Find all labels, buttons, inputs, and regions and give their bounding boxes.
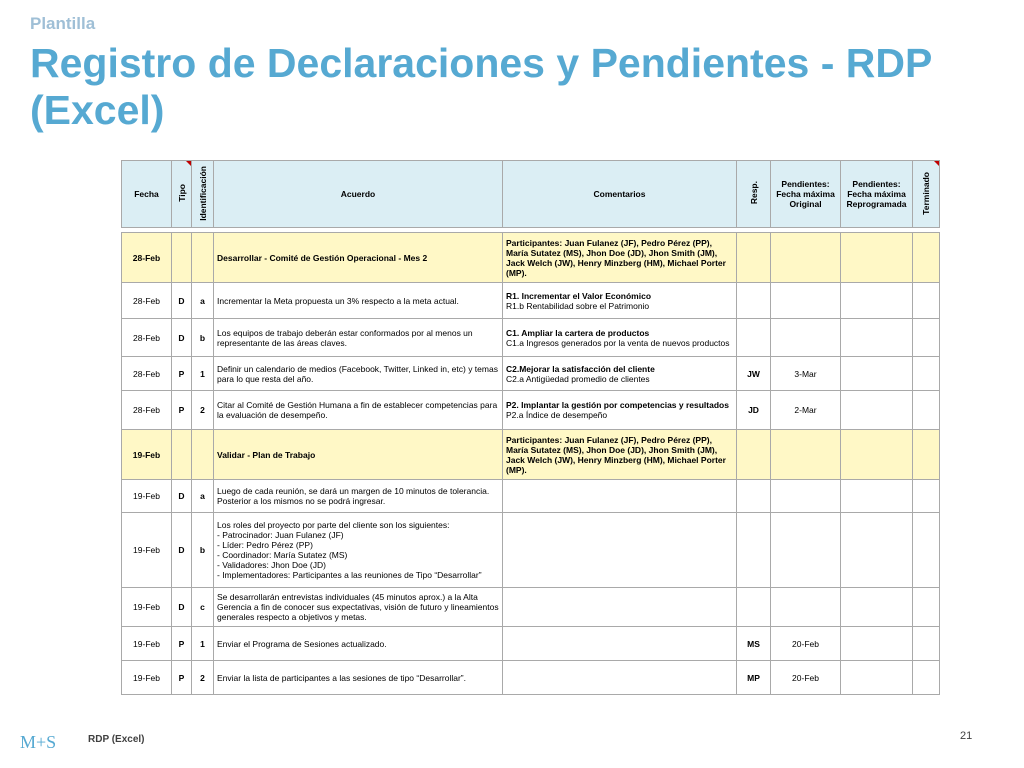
column-header-identificacion-label: Identificación: [197, 165, 208, 221]
comment-detail: C2.a Antigüedad promedio de clientes: [506, 373, 650, 384]
cell-identificacion: c: [192, 588, 214, 627]
cell-comentarios: [503, 391, 737, 430]
cell-tipo: [172, 233, 192, 283]
cell-tipo: D: [172, 283, 192, 319]
cell-fecha-original: 20-Feb: [771, 627, 841, 661]
cell-fecha-reprogramada: [841, 357, 913, 391]
slide-title: Registro de Declaraciones y Pendientes - RDP (Excel): [30, 40, 932, 133]
column-header-comentarios: Comentarios: [503, 161, 737, 228]
cell-terminado: [913, 283, 940, 319]
column-header-terminado: [913, 161, 940, 228]
cell-terminado: [913, 588, 940, 627]
comment-title: P2. Implantar la gestión por competencias y resultados: [506, 400, 729, 410]
cell-resp: [737, 319, 771, 357]
cell-fecha: 28-Feb: [122, 357, 172, 391]
cell-identificacion: 2: [192, 391, 214, 430]
comment-detail: C1.a Ingresos generados por la venta de nuevos productos: [506, 337, 730, 348]
column-header-tipo-label: Tipo: [176, 184, 187, 202]
cell-identificacion: b: [192, 513, 214, 588]
cell-terminado: [913, 319, 940, 357]
cell-tipo: D: [172, 319, 192, 357]
cell-resp: [737, 430, 771, 480]
cell-fecha: 19-Feb: [122, 513, 172, 588]
cell-acuerdo: Los roles del proyecto por parte del cliente son los siguientes: - Patrocinador: Juan Fulanez (JF) - Líder: Pedro Pérez (PP) - Coordinador: María Sutatez (MS) - Validadores: Jhon Doe (JD) - Implementadores: Participantes a las reuniones de Tipo “Desarrollar”: [214, 513, 503, 588]
cell-identificacion: 1: [192, 357, 214, 391]
cell-comentarios: [503, 480, 737, 513]
cell-fecha-original: 20-Feb: [771, 661, 841, 695]
table-row: [122, 480, 940, 513]
table-row: [122, 661, 940, 695]
cell-comentarios: [503, 661, 737, 695]
table-row: [122, 627, 940, 661]
cell-fecha-reprogramada: [841, 588, 913, 627]
cell-terminado: [913, 513, 940, 588]
cell-identificacion: b: [192, 319, 214, 357]
cell-fecha: 28-Feb: [122, 319, 172, 357]
cell-acuerdo: Definir un calendario de medios (Facebook, Twitter, Linked in, etc) y temas para lo que resta del año.: [214, 357, 503, 391]
cell-fecha-original: [771, 480, 841, 513]
cell-terminado: [913, 430, 940, 480]
cell-comentarios: [503, 357, 737, 391]
cell-comentarios: [503, 627, 737, 661]
cell-tipo: P: [172, 661, 192, 695]
cell-comentarios: [503, 233, 737, 283]
cell-resp: MP: [737, 661, 771, 695]
column-header-acuerdo: Acuerdo: [214, 161, 503, 228]
company-logo: [20, 730, 58, 752]
comment-title: Participantes: Juan Fulanez (JF), Pedro Pérez (PP), María Sutatez (MS), Jhon Doe (JD), Jhon Smith (JM), Jack Welch (JW), Henry Minzberg (HM), Michael Porter (MP).: [506, 434, 726, 475]
comment-title: R1. Incrementar el Valor Económico: [506, 290, 652, 301]
cell-fecha-reprogramada: [841, 430, 913, 480]
cell-terminado: [913, 627, 940, 661]
cell-fecha-reprogramada: [841, 513, 913, 588]
table-row-group-header: [122, 233, 940, 283]
cell-tipo: [172, 430, 192, 480]
cell-identificacion: [192, 430, 214, 480]
table-header-row: [122, 161, 940, 228]
comment-title: C1. Ampliar la cartera de productos: [506, 327, 650, 338]
cell-terminado: [913, 391, 940, 430]
cell-resp: [737, 588, 771, 627]
footer-label: RDP (Excel): [88, 734, 145, 745]
column-header-identificacion: [192, 161, 214, 228]
cell-terminado: [913, 233, 940, 283]
company-logo-text: M+S: [20, 732, 57, 752]
cell-acuerdo: Los equipos de trabajo deberán estar conformados por al menos un representante de las áreas claves.: [214, 319, 503, 357]
cell-fecha-original: [771, 588, 841, 627]
cell-acuerdo: Luego de cada reunión, se dará un margen de 10 minutos de tolerancia. Posterior a los mismos no se podrá ingresar.: [214, 480, 503, 513]
cell-identificacion: [192, 233, 214, 283]
comment-title: C2.Mejorar la satisfacción del cliente: [506, 363, 655, 374]
cell-resp: JD: [737, 391, 771, 430]
cell-fecha-original: [771, 430, 841, 480]
table-row: [122, 513, 940, 588]
column-header-resp: [737, 161, 771, 228]
cell-resp: [737, 233, 771, 283]
cell-tipo: P: [172, 391, 192, 430]
cell-fecha-reprogramada: [841, 627, 913, 661]
cell-acuerdo: Se desarrollarán entrevistas individuales (45 minutos aprox.) a la Alta Gerencia a fin de conocer sus expectativas, visión de futuro y lineamientos generales respecto a objetivos y metas.: [214, 588, 503, 627]
column-header-fecha: Fecha: [122, 161, 172, 228]
cell-identificacion: a: [192, 283, 214, 319]
column-header-fecha-reprogramada: Pendientes: Fecha máxima Reprogramada: [841, 161, 913, 228]
cell-fecha-reprogramada: [841, 391, 913, 430]
cell-resp: [737, 283, 771, 319]
column-header-fecha-original: Pendientes: Fecha máxima Original: [771, 161, 841, 228]
cell-identificacion: 2: [192, 661, 214, 695]
cell-fecha-reprogramada: [841, 661, 913, 695]
cell-tipo: D: [172, 513, 192, 588]
cell-fecha: 19-Feb: [122, 430, 172, 480]
cell-acuerdo: Validar - Plan de Trabajo: [214, 430, 503, 480]
cell-fecha-reprogramada: [841, 480, 913, 513]
cell-comentarios: [503, 319, 737, 357]
cell-resp: JW: [737, 357, 771, 391]
comment-title: Participantes: Juan Fulanez (JF), Pedro Pérez (PP), María Sutatez (MS), Jhon Doe (JD), Jhon Smith (JM), Jack Welch (JW), Henry Minzberg (HM), Michael Porter (MP).: [506, 237, 726, 278]
cell-fecha: 28-Feb: [122, 233, 172, 283]
cell-resp: [737, 513, 771, 588]
cell-comentarios: [503, 588, 737, 627]
cell-fecha-reprogramada: [841, 233, 913, 283]
table-row: [122, 283, 940, 319]
cell-fecha: 28-Feb: [122, 283, 172, 319]
table-row: [122, 588, 940, 627]
cell-tipo: P: [172, 627, 192, 661]
cell-identificacion: 1: [192, 627, 214, 661]
cell-terminado: [913, 661, 940, 695]
column-header-tipo: [172, 161, 192, 228]
cell-fecha: 19-Feb: [122, 480, 172, 513]
cell-acuerdo: Incrementar la Meta propuesta un 3% respecto a la meta actual.: [214, 283, 503, 319]
column-header-terminado-label: Terminado: [921, 171, 931, 215]
table-row: [122, 357, 940, 391]
cell-comentarios: [503, 513, 737, 588]
cell-fecha-reprogramada: [841, 283, 913, 319]
cell-fecha-original: 2-Mar: [771, 391, 841, 430]
cell-fecha-original: [771, 233, 841, 283]
cell-acuerdo: Citar al Comité de Gestión Humana a fin de establecer competencias para la evaluación de desempeño.: [214, 391, 503, 430]
comment-detail: P2.a Índice de desempeño: [506, 410, 608, 420]
rdp-table: [121, 160, 940, 695]
cell-terminado: [913, 480, 940, 513]
cell-comentarios: [503, 430, 737, 480]
slide-subtitle: Plantilla: [30, 14, 96, 33]
cell-fecha: 19-Feb: [122, 661, 172, 695]
cell-acuerdo: Enviar el Programa de Sesiones actualizado.: [214, 627, 503, 661]
cell-fecha: 28-Feb: [122, 391, 172, 430]
table-row: [122, 391, 940, 430]
rdp-table-body: [122, 233, 940, 695]
cell-tipo: P: [172, 357, 192, 391]
cell-fecha: 19-Feb: [122, 588, 172, 627]
cell-resp: MS: [737, 627, 771, 661]
rdp-table-container: [121, 160, 939, 695]
cell-fecha-original: [771, 513, 841, 588]
cell-resp: [737, 480, 771, 513]
cell-fecha-original: [771, 319, 841, 357]
cell-fecha-original: 3-Mar: [771, 357, 841, 391]
page-number: 21: [960, 730, 973, 742]
cell-identificacion: a: [192, 480, 214, 513]
cell-comentarios: [503, 283, 737, 319]
cell-acuerdo: Desarrollar - Comité de Gestión Operacional - Mes 2: [214, 233, 503, 283]
cell-tipo: D: [172, 588, 192, 627]
cell-fecha-original: [771, 283, 841, 319]
cell-terminado: [913, 357, 940, 391]
comment-detail: R1.b Rentabilidad sobre el Patrimonio: [506, 300, 650, 311]
cell-acuerdo: Enviar la lista de participantes a las sesiones de tipo “Desarrollar”.: [214, 661, 503, 695]
table-row: [122, 319, 940, 357]
cell-fecha-reprogramada: [841, 319, 913, 357]
table-row-group-header: [122, 430, 940, 480]
cell-tipo: D: [172, 480, 192, 513]
cell-fecha: 19-Feb: [122, 627, 172, 661]
column-header-resp-label: Resp.: [748, 181, 759, 205]
